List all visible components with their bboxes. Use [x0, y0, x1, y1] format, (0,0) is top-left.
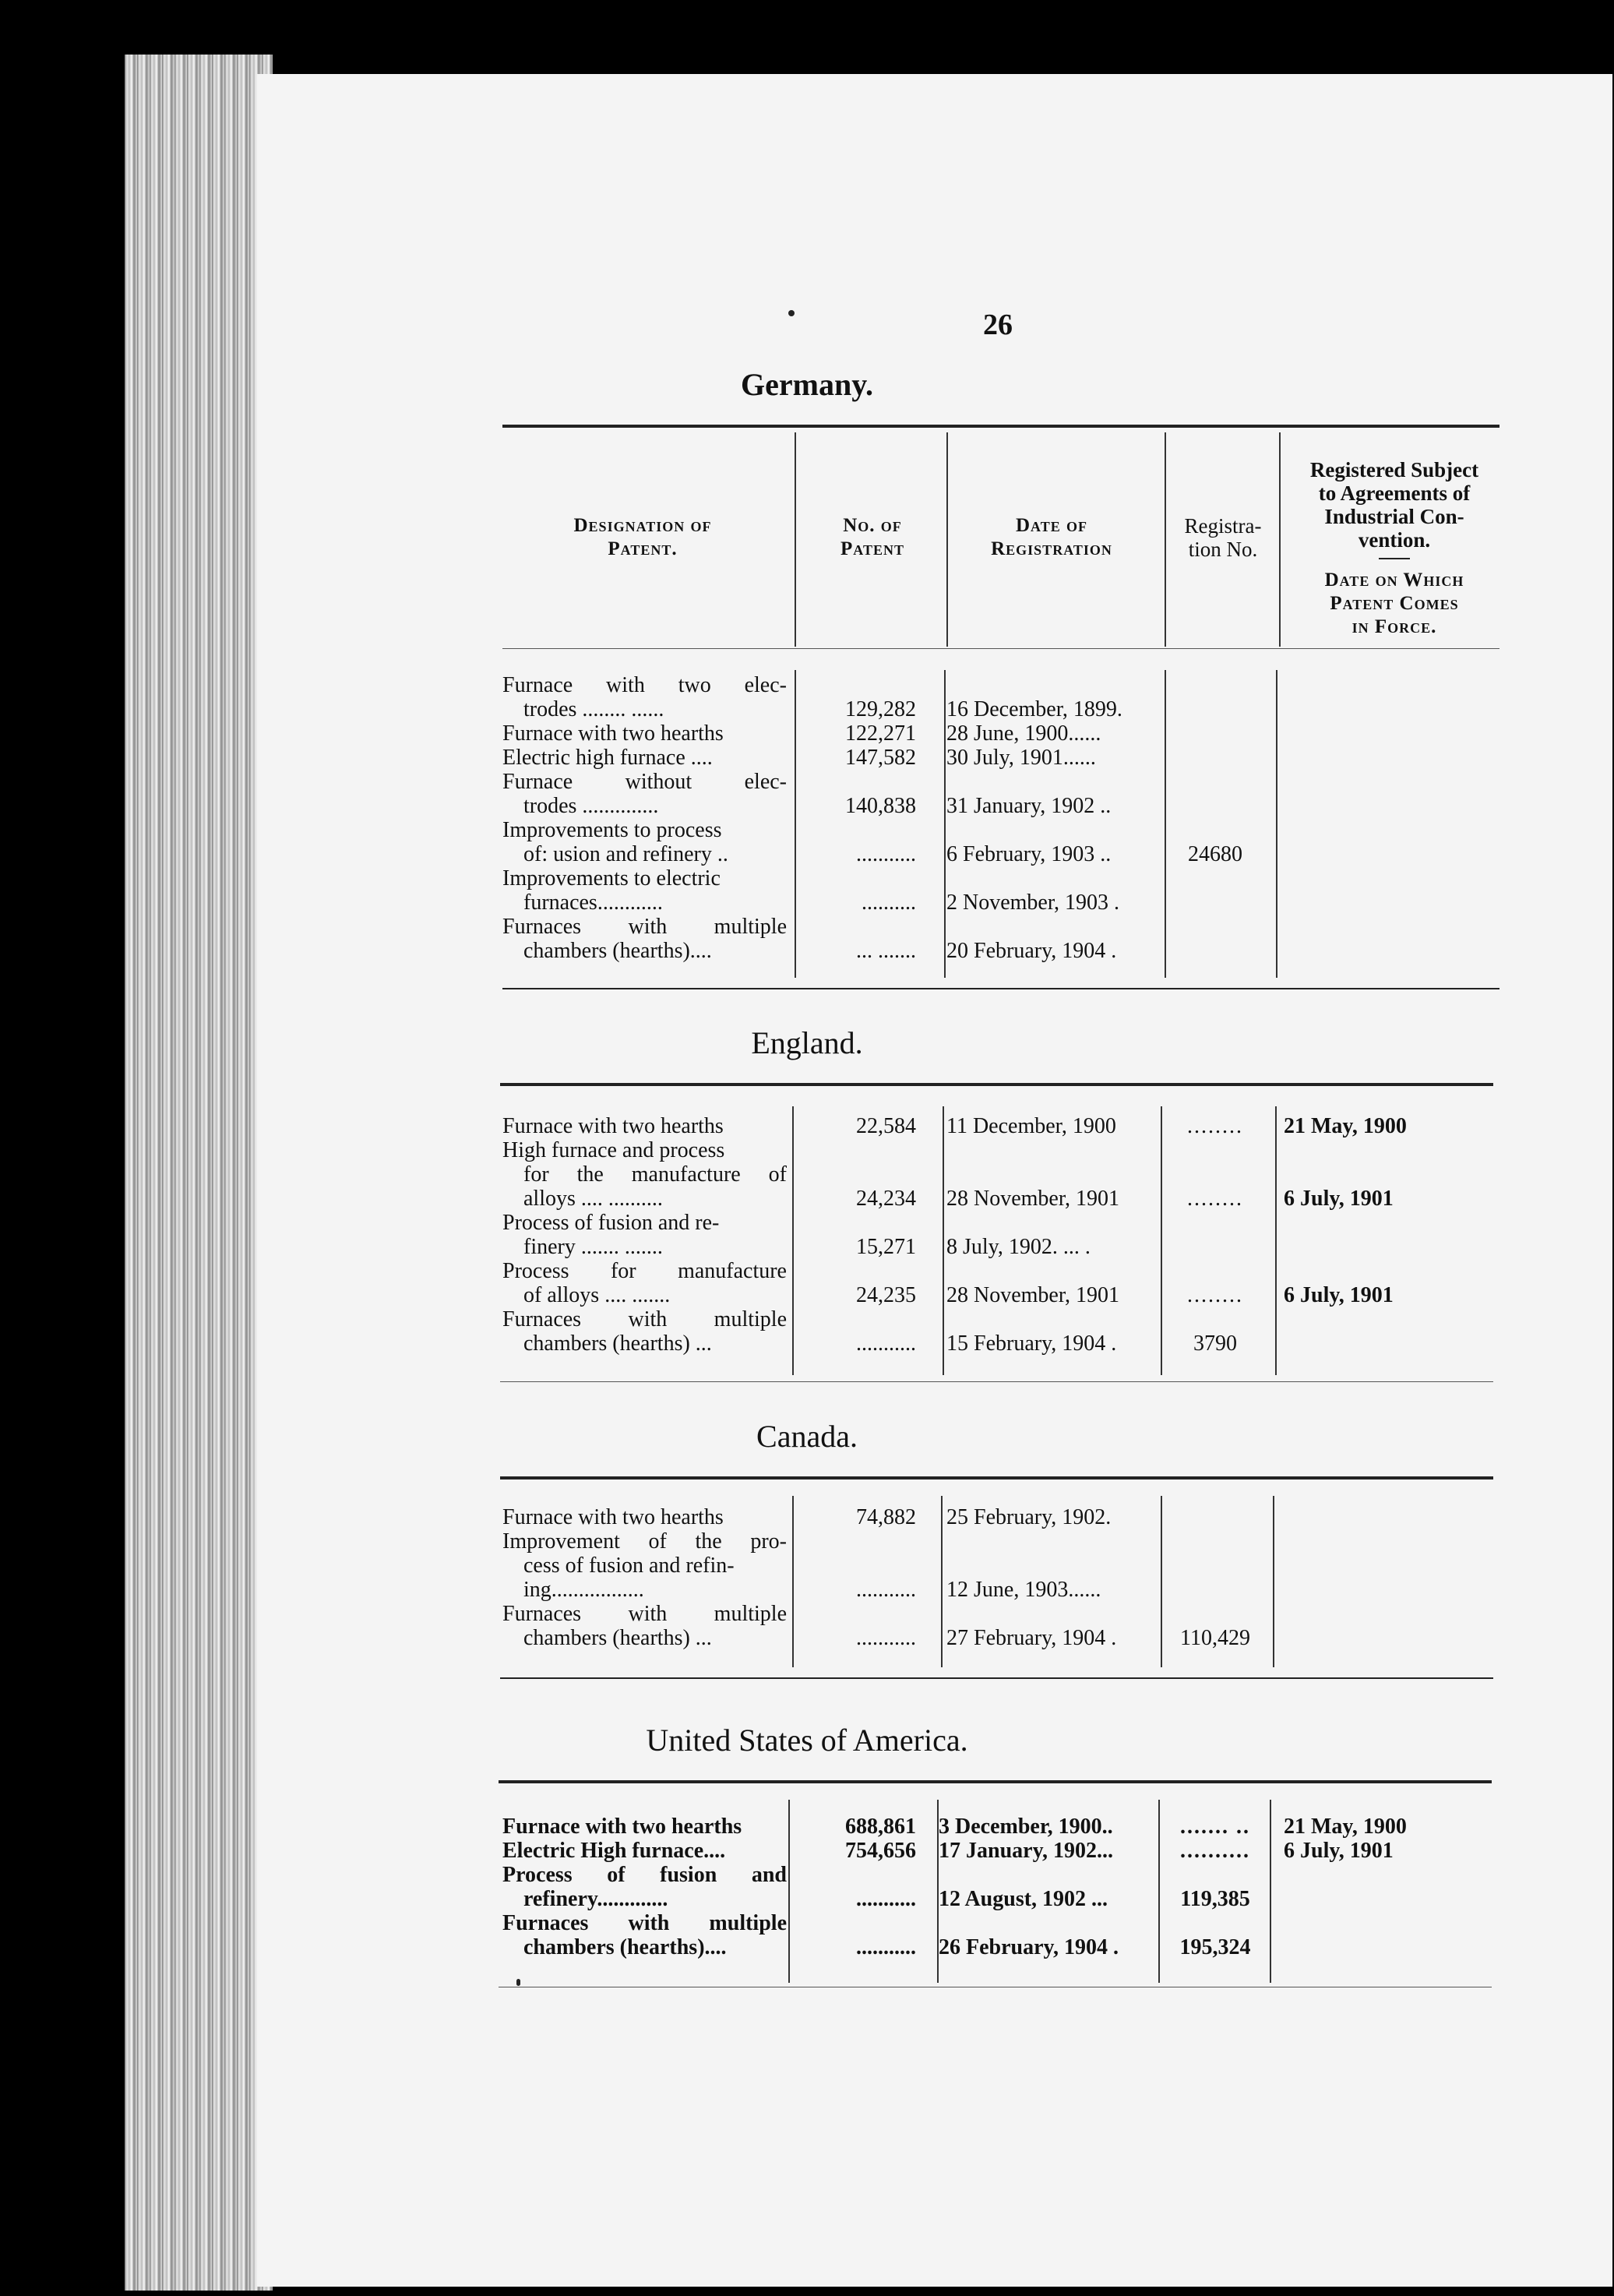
table-row: cess of fusion and refin-	[523, 1554, 735, 1578]
header-no-of-patent: No. of Patent	[840, 515, 904, 559]
page-number: 26	[983, 309, 1013, 341]
ink-speck	[516, 1979, 520, 1986]
table-row: Improvements to electric	[502, 866, 721, 891]
table-row: chambers (hearths).... ........... 26 February, 1904 . 195,324	[523, 1935, 1251, 1959]
table-row: chambers (hearths) ... ........... 15 February, 1904 . 3790	[523, 1331, 1237, 1356]
section-title-england: England.	[751, 1025, 863, 1060]
table-row: Process for manufacture	[502, 1259, 787, 1283]
column-divider	[1165, 432, 1166, 647]
table-row: Improvement of the pro-	[502, 1529, 787, 1554]
header-bottom-rule	[502, 648, 1499, 649]
table-row: Improvements to process	[502, 818, 722, 842]
table-top-rule	[502, 425, 1499, 428]
column-divider	[1279, 432, 1281, 647]
ink-speck	[788, 310, 795, 316]
table-row: for the manufacture of	[523, 1162, 787, 1187]
table-row: Furnace without elec-	[502, 770, 787, 794]
table-row: Furnace with two hearths 22,584 11 December, 1900 ........ 21 May, 1900	[502, 1114, 1407, 1138]
table-row: chambers (hearths).... ... ....... 20 February, 1904 .	[523, 939, 1117, 963]
header-date-in-force: Date on Which Patent Comes in Force.	[1324, 570, 1464, 637]
table-row: ing................. ........... 12 June, 1903......	[523, 1578, 1101, 1602]
section-top-rule	[499, 1780, 1492, 1783]
table-row: chambers (hearths) ... ........... 27 February, 1904 . 110,429	[523, 1626, 1250, 1650]
header-date-of-registration: Date of Registration	[991, 515, 1112, 559]
table-row: Process of fusion and re-	[502, 1211, 720, 1235]
table-row: trodes ........ ...... 129,282 16 December, 1899.	[523, 697, 1122, 721]
table-row: finery ....... ....... 15,271 8 July, 1902. ... .	[523, 1235, 1091, 1259]
section-top-rule	[500, 1083, 1493, 1086]
section-bottom-rule	[502, 988, 1499, 989]
section-bottom-rule	[500, 1677, 1493, 1679]
section-title-united-states: United States of America.	[646, 1723, 968, 1758]
header-convention: Registered Subject to Agreements of Industrial Con- vention.	[1309, 458, 1479, 552]
table-row: Furnace with two hearths 122,271 28 June, 1900......	[502, 721, 1101, 746]
header-designation: Designation of Patent.	[573, 515, 712, 559]
table-row: trodes .............. 140,838 31 January, 1902 ..	[523, 794, 1112, 818]
table-row: Furnace with two hearths 688,861 3 December, 1900.. ....... .. 21 May, 1900	[502, 1815, 1407, 1839]
section-bottom-rule	[500, 1381, 1493, 1382]
column-divider	[946, 432, 948, 647]
table-row: alloys .... .......... 24,234 28 November, 1901 ........ 6 July, 1901	[523, 1187, 1394, 1211]
table-row: Furnaces with multiple	[502, 915, 787, 939]
table-row: Furnaces with multiple	[502, 1307, 787, 1331]
header-short-dash	[1379, 558, 1410, 559]
header-registration-no: Registra- tion No.	[1184, 514, 1262, 561]
section-top-rule	[500, 1476, 1493, 1480]
table-row: Furnaces with multiple	[502, 1911, 787, 1935]
table-row: Furnace with two elec-	[502, 673, 787, 697]
section-title-canada: Canada.	[756, 1419, 858, 1454]
table-row: of alloys .... ....... 24,235 28 November, 1901 ........ 6 July, 1901	[523, 1283, 1394, 1307]
section-title-germany: Germany.	[741, 367, 873, 402]
table-row: Furnaces with multiple	[502, 1602, 787, 1626]
table-row: Furnace with two hearths 74,882 25 February, 1902.	[502, 1505, 1112, 1529]
table-row: furnaces............ .......... 2 November, 1903 .	[523, 891, 1120, 915]
table-row: Process of fusion and	[502, 1863, 787, 1887]
table-row: of: usion and refinery .. ........... 6 February, 1903 .. 24680	[523, 842, 1242, 866]
column-divider	[795, 432, 796, 647]
table-row: refinery............. ........... 12 August, 1902 ... 119,385	[523, 1887, 1250, 1911]
table-row: Electric high furnace .... 147,582 30 July, 1901......	[502, 746, 1096, 770]
table-row: High furnace and process	[502, 1138, 725, 1162]
table-row: Electric High furnace.... 754,656 17 January, 1902... .......... 6 July, 1901	[502, 1839, 1394, 1863]
